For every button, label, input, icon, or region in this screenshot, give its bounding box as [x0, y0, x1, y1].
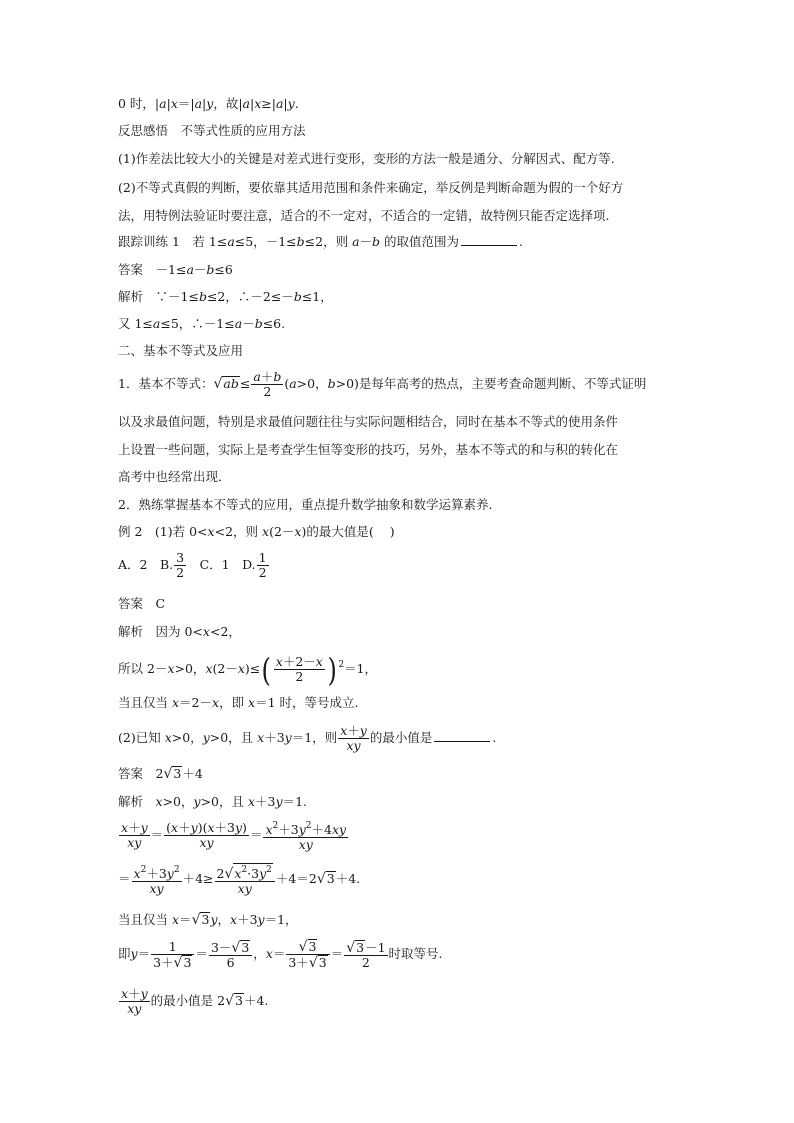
- fraction-x-plus-y-over-xy: $\frac{x+y}{xy}$: [340, 723, 367, 753]
- section-heading-reflection: 反思感悟 不等式性质的应用方法: [118, 123, 306, 138]
- example-2-part-2-analysis: 解析 x>0，y>0，且 x＋3y＝1.: [118, 794, 307, 809]
- text-line-11: 1．基本不等式：√ab≤ $\frac{a+b}{2}$ (a>0，b>0)是每年高考的热点，主要考查命题判断、不等式证明: [118, 369, 647, 399]
- text-line-01: 0 时，|a|x＝|a|y，故|a|x≥|a|y.: [118, 96, 299, 111]
- example-2-options: A．2 B. $\frac{3}{2}$ C．1 D. $\frac{1}{2}$: [118, 550, 267, 580]
- derivation-line-2: ＝ $\frac{x^2+3y^2}{xy}$ ＋4≥ $\frac{2√x^2\cdot 3y^2}{xy}$ ＋4＝2√3＋4.: [118, 865, 361, 896]
- fraction-a-plus-b-over-2: $\frac{a+b}{2}$: [253, 369, 282, 399]
- text-line-15: 2．熟练掌握基本不等式的应用，重点提升数学抽象和数学运算素养．: [118, 497, 501, 512]
- text-line-04: (2)不等式真假的判断，要依靠其适用范围和条件来确定，举反例是判断命题为假的一个好方: [118, 180, 624, 195]
- equality-solution: 即y＝ $\frac{1}{3+√3}$ ＝ $\frac{3-√3}{6}$ ，x＝ $\frac{√3}{3+√3}$ ＝ $\frac{√3-1}{2}$ 时取等号.: [118, 938, 443, 971]
- fraction-3-over-2: $\frac{3}{2}$: [176, 550, 185, 580]
- text-line-03: (1)作差法比较大小的关键是对差式进行变形，变形的方法一般是通分、分解因式、配方等.: [118, 151, 615, 166]
- text-line-05: 法，用特例法验证时要注意，适合的不一定对，不适合的一定错，故特例只能否定选择项.: [118, 208, 610, 223]
- example-2-part-2-question: (2)已知 x>0，y>0，且 x＋3y＝1，则 $\frac{x+y}{xy}$ 的最小值是 .: [118, 723, 497, 753]
- text-line-12: 以及求最值问题，特别是求最值问题往往与实际问题相结合，同时在基本不等式的使用条件: [118, 414, 619, 429]
- example-2-part-1-answer: 答案 C: [118, 596, 166, 611]
- sqrt-ab: √ab: [213, 376, 239, 392]
- practice-1-question: 跟踪训练 1 若 1≤a≤5，－1≤b≤2，则 a－b 的取值范围为 .: [118, 234, 524, 249]
- fraction-x-plus-2-minus-x-over-2: $\frac{x+2-x}{2}$: [275, 654, 323, 684]
- text-line-14: 高考中也经常出现．: [118, 469, 231, 484]
- answer-blank-2: [434, 731, 490, 742]
- equality-condition-2: 当且仅当 x＝√3y，x＋3y＝1，: [118, 912, 298, 928]
- derivation-line-1: $\frac{x+y}{xy}$ ＝ $\frac{(x+y)(x+3y)}{xy}$ ＝ $\frac{x^2+3y^2+4xy}{xy}$: [121, 820, 347, 852]
- conclusion-line: $\frac{x+y}{xy}$ 的最小值是 2√3＋4.: [121, 986, 269, 1016]
- practice-1-analysis: 解析 ∵－1≤b≤2，∴－2≤－b≤1，: [118, 289, 333, 304]
- text-line-09: 又 1≤a≤5，∴－1≤a－b≤6.: [118, 316, 286, 331]
- example-2-derivation: 所以 2－x>0，x(2－x)≤( $\frac{x+2-x}{2}$ ) $^2$＝1，: [118, 650, 377, 689]
- text-line-13: 上设置一些问题，实际上是考查学生恒等变形的技巧，另外，基本不等式的和与积的转化在: [118, 442, 619, 457]
- example-2-part-1-question: 例 2 (1)若 0<x<2，则 x(2－x)的最大值是( ): [118, 524, 395, 539]
- answer-blank: [461, 235, 517, 246]
- example-2-part-1-analysis: 解析 因为 0<x<2，: [118, 624, 241, 639]
- practice-1-answer: 答案 －1≤a－b≤6: [118, 262, 233, 277]
- section-heading-basic-inequality: 二、基本不等式及应用: [118, 343, 244, 358]
- fraction-1-over-2: $\frac{1}{2}$: [258, 550, 267, 580]
- example-2-part-2-answer: 答案 2√3＋4: [118, 766, 203, 782]
- equality-condition-1: 当且仅当 x＝2－x，即 x＝1 时，等号成立.: [118, 695, 359, 710]
